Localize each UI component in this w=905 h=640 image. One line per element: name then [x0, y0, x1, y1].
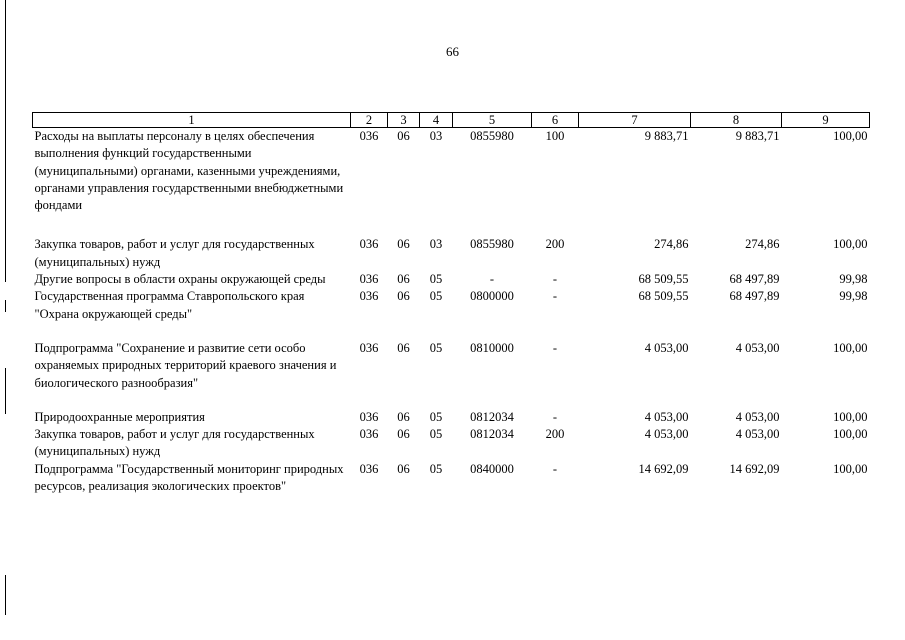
ministry-code: 036 — [359, 129, 379, 143]
column-header: 1 — [33, 113, 351, 128]
section-code: 06 — [397, 289, 410, 304]
target-article-code: 0812034 — [470, 427, 514, 442]
table-row — [33, 461, 870, 496]
subsection-code: 05 — [429, 340, 443, 355]
ministry-code: 036 — [359, 427, 379, 442]
planned-amount: 274,86 — [654, 237, 689, 252]
target-article-code: 0800000 — [470, 289, 514, 304]
section-code: 06 — [397, 272, 410, 287]
execution-percent: 100,00 — [833, 129, 868, 143]
executed-amount: 14 692,09 — [729, 461, 780, 476]
left-edge-tick — [5, 300, 6, 312]
table-row — [33, 236, 870, 271]
ministry-code: 036 — [359, 289, 379, 304]
planned-amount: 68 509,55 — [638, 289, 689, 304]
row-name: Закупка товаров, работ и услуг для государственных (муниципальных) нужд — [34, 427, 315, 459]
row-name: Природоохранные мероприятия — [34, 409, 205, 424]
executed-amount: 4 053,00 — [735, 427, 780, 442]
row-name: Подпрограмма "Сохранение и развитие сети особо охраняемых природных территорий краевого значения и биологического разнообразия" — [34, 340, 337, 390]
expense-type-code: 200 — [545, 427, 565, 442]
section-code: 06 — [397, 427, 410, 442]
column-header: 3 — [388, 113, 420, 128]
table-row — [33, 340, 870, 409]
subsection-code: 05 — [429, 289, 443, 304]
target-article-code: - — [489, 272, 495, 287]
execution-percent: 100,00 — [833, 461, 868, 476]
execution-percent: 100,00 — [833, 237, 868, 252]
row-name: Другие вопросы в области охраны окружающей среды — [34, 272, 326, 287]
execution-percent: 99,98 — [839, 289, 868, 304]
row-name: Расходы на выплаты персоналу в целях обеспечения выполнения функций государственными (муниципальными) органами, казенными учреждениями, органами управления государственными внебюджетными фондами — [34, 129, 344, 213]
subsection-code: 05 — [429, 272, 443, 287]
section-code: 06 — [397, 340, 410, 355]
table-row — [33, 128, 870, 237]
column-header: 4 — [420, 113, 453, 128]
ministry-code: 036 — [359, 409, 379, 424]
subsection-code: 05 — [429, 461, 443, 476]
planned-amount: 14 692,09 — [638, 461, 689, 476]
expense-type-code: 200 — [545, 237, 565, 252]
section-code: 06 — [397, 237, 410, 252]
row-name: Подпрограмма "Государственный мониторинг природных ресурсов, реализация экологических проектов" — [34, 461, 344, 494]
expense-type-code: 100 — [545, 129, 565, 143]
page-number: 66 — [446, 44, 459, 59]
table-row — [33, 288, 870, 340]
section-code: 06 — [397, 129, 410, 143]
table-row — [33, 271, 870, 288]
executed-amount: 68 497,89 — [729, 272, 780, 287]
ministry-code: 036 — [359, 461, 379, 476]
planned-amount: 68 509,55 — [638, 272, 689, 287]
execution-percent: 99,98 — [839, 272, 868, 287]
row-name: Государственная программа Ставропольского края "Охрана окружающей среды" — [34, 289, 305, 321]
table-row — [33, 409, 870, 426]
budget-table — [32, 112, 870, 495]
left-edge-tick — [5, 575, 6, 615]
left-edge-tick — [5, 368, 6, 414]
executed-amount: 274,86 — [745, 237, 780, 252]
section-code: 06 — [397, 461, 410, 476]
column-header: 2 — [351, 113, 388, 128]
column-header: 5 — [453, 113, 532, 128]
planned-amount: 4 053,00 — [644, 427, 689, 442]
expense-type-code: - — [552, 340, 558, 355]
execution-percent: 100,00 — [833, 427, 868, 442]
column-header: 6 — [532, 113, 579, 128]
ministry-code: 036 — [359, 272, 379, 287]
execution-percent: 100,00 — [833, 340, 868, 355]
expense-type-code: - — [552, 461, 558, 476]
target-article-code: 0855980 — [470, 237, 514, 252]
executed-amount: 68 497,89 — [729, 289, 780, 304]
executed-amount: 4 053,00 — [735, 340, 780, 355]
executed-amount: 9 883,71 — [735, 129, 780, 143]
planned-amount: 4 053,00 — [644, 409, 689, 424]
left-edge-line — [5, 0, 6, 282]
executed-amount: 4 053,00 — [735, 409, 780, 424]
planned-amount: 9 883,71 — [644, 129, 689, 143]
subsection-code: 03 — [429, 237, 443, 252]
column-header: 8 — [691, 113, 782, 128]
expense-type-code: - — [552, 409, 558, 424]
execution-percent: 100,00 — [833, 409, 868, 424]
column-header: 9 — [782, 113, 870, 128]
section-code: 06 — [397, 409, 410, 424]
ministry-code: 036 — [359, 340, 379, 355]
target-article-code: 0855980 — [470, 129, 514, 143]
expense-type-code: - — [552, 272, 558, 287]
ministry-code: 036 — [359, 237, 379, 252]
subsection-code: 03 — [429, 129, 443, 143]
header-row — [33, 113, 870, 128]
subsection-code: 05 — [429, 427, 443, 442]
subsection-code: 05 — [429, 409, 443, 424]
column-header: 7 — [579, 113, 691, 128]
row-name: Закупка товаров, работ и услуг для государственных (муниципальных) нужд — [34, 237, 315, 269]
target-article-code: 0840000 — [470, 461, 514, 476]
target-article-code: 0812034 — [470, 409, 514, 424]
table-row — [33, 426, 870, 461]
expense-type-code: - — [552, 289, 558, 304]
planned-amount: 4 053,00 — [644, 340, 689, 355]
target-article-code: 0810000 — [470, 340, 514, 355]
